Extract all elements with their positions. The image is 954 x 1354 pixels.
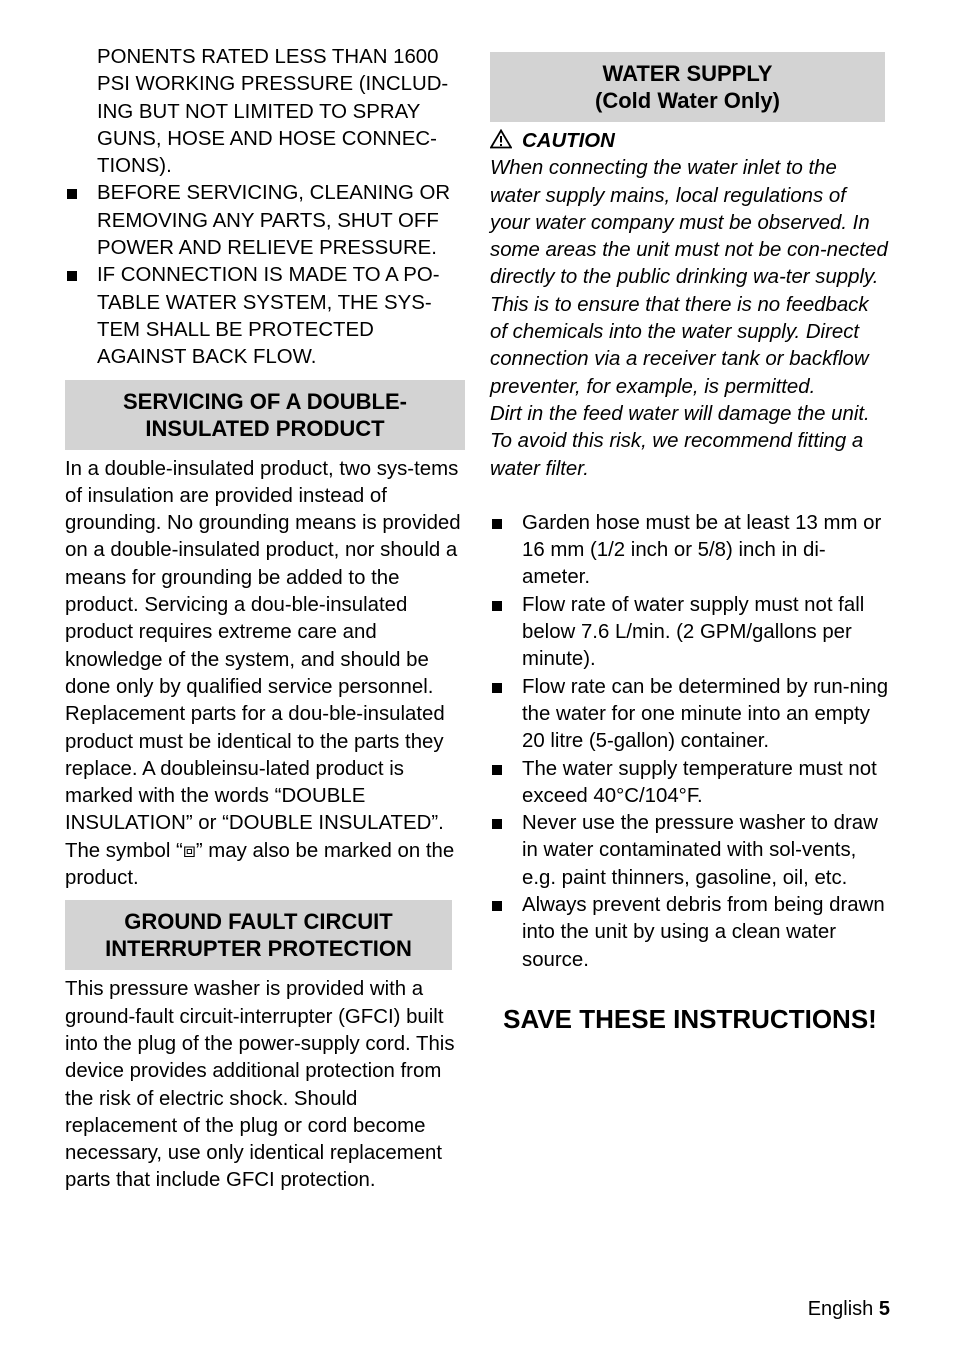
square-bullet-icon bbox=[67, 271, 77, 281]
gfci-body: This pressure washer is provided with a ground-fault circuit-interrupter (GFCI) built into the plug of the power-supply cord. This device provides additional protection from the risk of electric shock. Should replacement of the plug or cord become necessary, use only identical replacement parts that include GFCI protection. bbox=[65, 978, 455, 1192]
double-insulated-body: In a double-insulated product, two sys-tems of insulation are provided instead of grounding. No grounding means is provided on a double-insulated product, nor should a means for grounding be added to the product. Servicing a dou-ble-insulated product requires extreme care and knowledge of the system, and should be done only by qualified service personnel. Replacement parts for a dou-ble-insulated product must be identical to the parts they replace. A doubleinsu-lated product is marked with the words “DOUBLE INSULATION” or “DOUBLE INSULATED”. The symbol “⧈” may also be marked on the product. bbox=[65, 457, 461, 890]
list-item: Garden hose must be at least 13 mm or 16 mm (1/2 inch or 5/8) inch in di-ameter. bbox=[490, 510, 890, 592]
square-bullet-icon bbox=[492, 819, 502, 829]
square-bullet-icon bbox=[492, 901, 502, 911]
caution-paragraph-2: Dirt in the feed water will damage the unit. To avoid this risk, we recommend fitting a water filter. bbox=[490, 402, 870, 480]
section-heading-water-supply: WATER SUPPLY (Cold Water Only) bbox=[490, 52, 885, 122]
list-item: BEFORE SERVICING, CLEANING OR REMOVING ANY PARTS, SHUT OFF POWER AND RELIEVE PRESSURE. bbox=[65, 180, 465, 262]
square-bullet-icon bbox=[492, 601, 502, 611]
square-bullet-icon bbox=[492, 765, 502, 775]
section-heading-gfci: GROUND FAULT CIRCUIT INTERRUPTER PROTECTION bbox=[65, 900, 452, 970]
list-item: Always prevent debris from being drawn into the unit by using a clean water source. bbox=[490, 892, 890, 974]
square-bullet-icon bbox=[492, 519, 502, 529]
double-insulation-symbol-icon: ⧈ bbox=[182, 839, 196, 862]
warning-list bbox=[65, 180, 465, 371]
footer-language: English bbox=[807, 1298, 874, 1320]
list-item: IF CONNECTION IS MADE TO A PO-TABLE WATER SYSTEM, THE SYS-TEM SHALL BE PROTECTED AGAINST BACK FLOW. bbox=[65, 262, 465, 371]
list-item: Flow rate can be determined by run-ning the water for one minute into an empty 20 litre (5-gallon) container. bbox=[490, 674, 890, 756]
section-heading-double-insulated: SERVICING OF A DOUBLE- INSULATED PRODUCT bbox=[65, 380, 465, 450]
list-item: Flow rate of water supply must not fall below 7.6 L/min. (2 GPM/gallons per minute). bbox=[490, 592, 890, 674]
square-bullet-icon bbox=[67, 189, 77, 199]
save-instructions-heading: SAVE THESE INSTRUCTIONS! bbox=[503, 1003, 877, 1034]
page-number: 5 bbox=[878, 1298, 890, 1320]
warning-triangle-icon bbox=[490, 129, 512, 149]
right-column bbox=[490, 52, 890, 1034]
list-item: The water supply temperature must not exceed 40°C/104°F. bbox=[490, 756, 890, 811]
caution-label: CAUTION bbox=[490, 128, 890, 155]
caution-paragraph-1: When connecting the water inlet to the water supply mains, local regulations of your water company must be observed. In some areas the unit must not be con-nected directly to the public drinking wa-ter supply. This is to ensure that there is no feedback of chemicals into the water supply. Direct connection via a receiver tank or backflow preventer, for example, is permitted. bbox=[490, 157, 888, 398]
square-bullet-icon bbox=[492, 683, 502, 693]
page-footer bbox=[808, 1297, 890, 1321]
water-supply-list bbox=[490, 510, 890, 974]
warning-continuation: PONENTS RATED LESS THAN 1600 PSI WORKING PRESSURE (INCLUD-ING BUT NOT LIMITED TO SPRAY GUNS, HOSE AND HOSE CONNEC-TIONS). bbox=[97, 46, 449, 178]
list-item: Never use the pressure washer to draw in water contaminated with sol-vents, e.g. paint thinners, gasoline, oil, etc. bbox=[490, 810, 890, 892]
left-column bbox=[65, 44, 465, 1195]
